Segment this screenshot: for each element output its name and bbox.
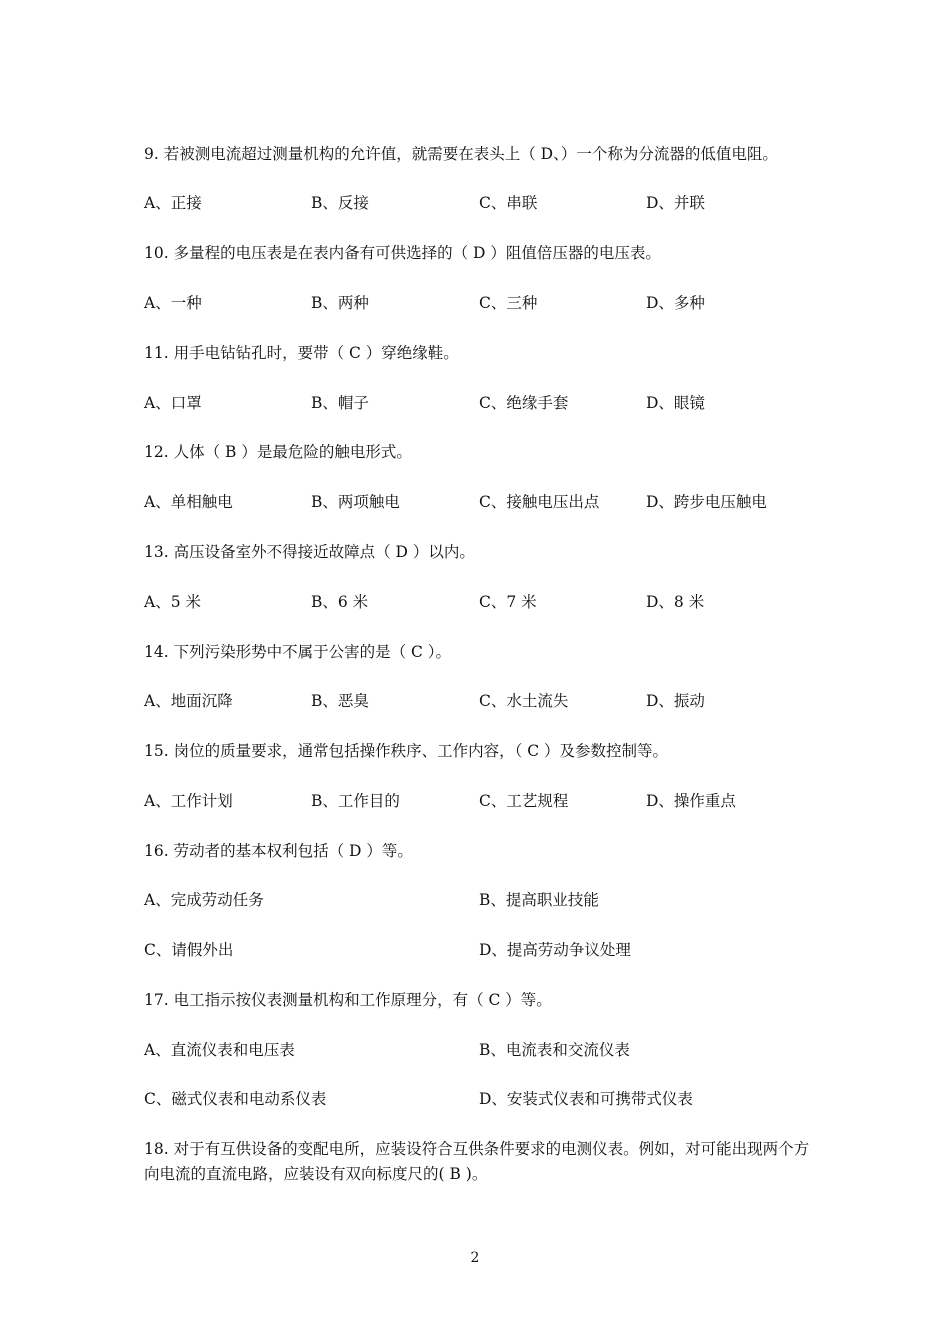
option-d: D、振动 bbox=[646, 692, 705, 710]
option-c: C、请假外出 bbox=[144, 941, 234, 959]
options-row-16a bbox=[144, 888, 814, 912]
option-c: C、水土流失 bbox=[479, 692, 569, 710]
option-c: C、工艺规程 bbox=[479, 792, 569, 810]
options-row-13 bbox=[144, 590, 814, 614]
option-b: B、恶臭 bbox=[311, 692, 369, 710]
option-d: D、提高劳动争议处理 bbox=[479, 941, 631, 959]
option-a: A、地面沉降 bbox=[144, 692, 233, 710]
option-d: D、多种 bbox=[646, 294, 705, 312]
option-b: B、电流表和交流仪表 bbox=[479, 1041, 630, 1059]
option-d: D、安装式仪表和可携带式仪表 bbox=[479, 1090, 693, 1108]
page-number: 2 bbox=[470, 1250, 480, 1266]
option-b: B、帽子 bbox=[311, 394, 369, 412]
option-d: D、操作重点 bbox=[646, 792, 736, 810]
option-c: C、磁式仪表和电动系仪表 bbox=[144, 1090, 327, 1108]
question-13: 13. 高压设备室外不得接近故障点（ D ）以内。 bbox=[144, 543, 475, 561]
options-row-10 bbox=[144, 291, 814, 315]
options-row-14 bbox=[144, 689, 814, 713]
option-a: A、口罩 bbox=[144, 394, 202, 412]
option-a: A、完成劳动任务 bbox=[144, 891, 264, 909]
question-14: 14. 下列污染形势中不属于公害的是（ C ）。 bbox=[144, 643, 452, 661]
option-b: B、工作目的 bbox=[311, 792, 400, 810]
option-a: A、工作计划 bbox=[144, 792, 233, 810]
option-b: B、两种 bbox=[311, 294, 369, 312]
question-12: 12. 人体（ B ）是最危险的触电形式。 bbox=[144, 443, 412, 461]
option-b: B、提高职业技能 bbox=[479, 891, 599, 909]
question-18: 18. 对于有互供设备的变配电所，应装设符合互供条件要求的电测仪表。例如，对可能出现两个方向电流的直流电路，应装设有双向标度尺的( B )。 bbox=[144, 1140, 810, 1183]
option-c: C、三种 bbox=[479, 294, 538, 312]
option-b: B、反接 bbox=[311, 194, 369, 212]
options-row-17b bbox=[144, 1087, 814, 1111]
option-d: D、8 米 bbox=[646, 593, 705, 611]
option-b: B、6 米 bbox=[311, 593, 369, 611]
option-a: A、单相触电 bbox=[144, 493, 233, 511]
option-a: A、一种 bbox=[144, 294, 202, 312]
option-a: A、5 米 bbox=[144, 593, 201, 611]
option-c: C、绝缘手套 bbox=[479, 394, 569, 412]
option-a: A、正接 bbox=[144, 194, 202, 212]
option-d: D、跨步电压触电 bbox=[646, 493, 767, 511]
question-17: 17. 电工指示按仪表测量机构和工作原理分，有（ C ）等。 bbox=[144, 991, 552, 1009]
options-row-16b bbox=[144, 938, 814, 962]
option-d: D、眼镜 bbox=[646, 394, 705, 412]
options-row-17a bbox=[144, 1038, 814, 1062]
question-10: 10. 多量程的电压表是在表内备有可供选择的（ D ）阻值倍压器的电压表。 bbox=[144, 244, 661, 262]
question-15: 15. 岗位的质量要求，通常包括操作秩序、工作内容，（ C ）及参数控制等。 bbox=[144, 742, 669, 760]
option-c: C、7 米 bbox=[479, 593, 537, 611]
option-c: C、接触电压出点 bbox=[479, 493, 600, 511]
options-row-9 bbox=[144, 191, 814, 215]
question-11: 11. 用手电钻钻孔时，要带（ C ）穿绝缘鞋。 bbox=[144, 344, 459, 362]
option-a: A、直流仪表和电压表 bbox=[144, 1041, 295, 1059]
question-9: 9. 若被测电流超过测量机构的允许值，就需要在表头上（ D、）一个称为分流器的低值电阻。 bbox=[144, 145, 778, 163]
options-row-11 bbox=[144, 391, 814, 415]
options-row-15 bbox=[144, 789, 814, 813]
option-c: C、串联 bbox=[479, 194, 538, 212]
options-row-12 bbox=[144, 490, 814, 514]
option-b: B、两项触电 bbox=[311, 493, 400, 511]
option-d: D、并联 bbox=[646, 194, 705, 212]
question-16: 16. 劳动者的基本权利包括（ D ）等。 bbox=[144, 842, 413, 860]
